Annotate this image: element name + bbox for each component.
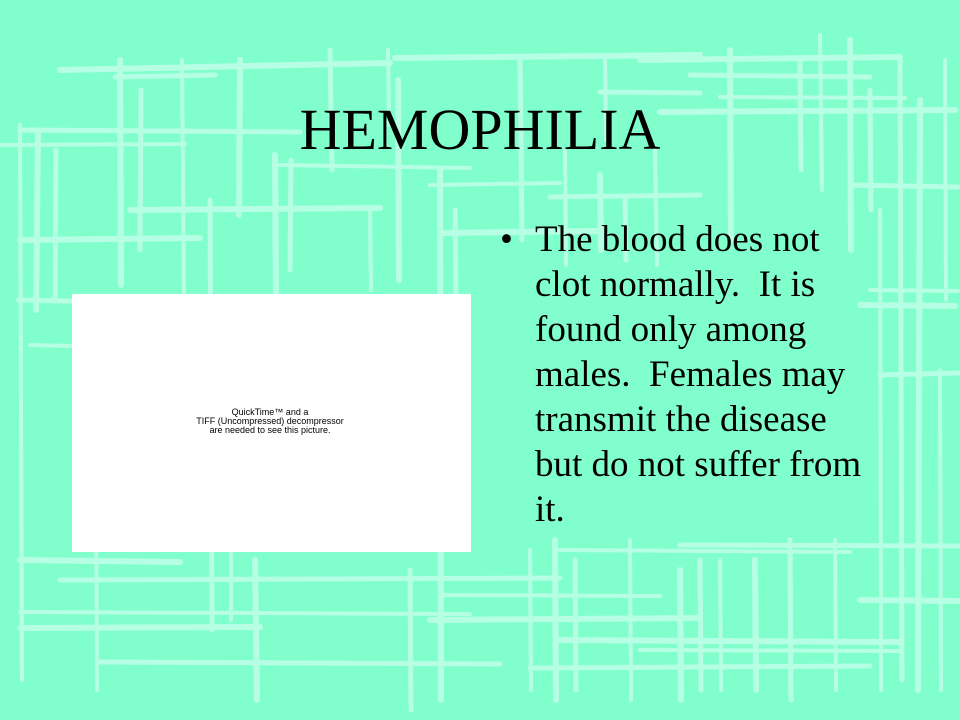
placeholder-message-line: are needed to see this picture.: [209, 425, 331, 435]
bullet-text-line: it.: [535, 489, 565, 530]
background-line: [940, 370, 941, 690]
bullet-text-line: found only among: [535, 309, 807, 350]
background-line: [755, 560, 756, 690]
background-line: [290, 160, 291, 270]
background-line: [430, 183, 560, 185]
background-line: [120, 60, 121, 285]
background-line: [20, 612, 470, 614]
background-line: [630, 540, 631, 700]
background-line: [680, 545, 958, 546]
background-line: [440, 595, 660, 596]
picture-placeholder: [72, 294, 471, 552]
background-line: [410, 570, 411, 710]
placeholder-message-line: QuickTime™ and a: [231, 407, 309, 417]
bullet-marker: •: [500, 219, 513, 260]
background-line: [275, 155, 276, 300]
background-line: [60, 63, 390, 70]
background-line: [20, 627, 260, 628]
background-line: [835, 540, 836, 690]
background-line: [560, 550, 850, 552]
background-line: [720, 560, 721, 690]
background-line: [700, 560, 701, 690]
background-line: [560, 640, 900, 642]
background-line: [20, 125, 22, 680]
bullet-text: [535, 217, 935, 532]
background-line: [130, 208, 380, 210]
background-line: [945, 60, 946, 300]
background-line: [20, 560, 180, 562]
background-line: [600, 92, 700, 93]
placeholder-message: [72, 408, 468, 435]
background-line: [640, 57, 900, 60]
background-line: [55, 150, 56, 300]
background-line: [690, 75, 870, 77]
bullet-text-line: males. Females may: [535, 354, 846, 395]
bullet-text-line: The blood does not: [535, 219, 820, 260]
background-line: [530, 550, 531, 690]
background-line: [850, 185, 958, 187]
background-line: [555, 540, 556, 700]
background-line: [575, 560, 576, 690]
background-line: [550, 195, 700, 197]
bullet-text-line: transmit the disease: [535, 399, 827, 440]
background-line: [60, 578, 560, 580]
placeholder-message-line: TIFF (Uncompressed) decompressor: [196, 416, 344, 426]
background-line: [115, 75, 215, 77]
slide-title: HEMOPHILIA: [299, 97, 661, 162]
bullet-text-line: clot normally. It is: [535, 264, 816, 305]
background-line: [100, 662, 500, 664]
background-line: [680, 570, 681, 700]
background-line: [20, 238, 200, 240]
background-line: [455, 210, 456, 300]
background-line: [790, 540, 791, 700]
background-line: [370, 210, 371, 290]
background-line: [30, 345, 70, 346]
background-line: [430, 618, 700, 620]
background-line: [860, 600, 958, 601]
bullet-text-line: but do not suffer from: [535, 444, 862, 485]
